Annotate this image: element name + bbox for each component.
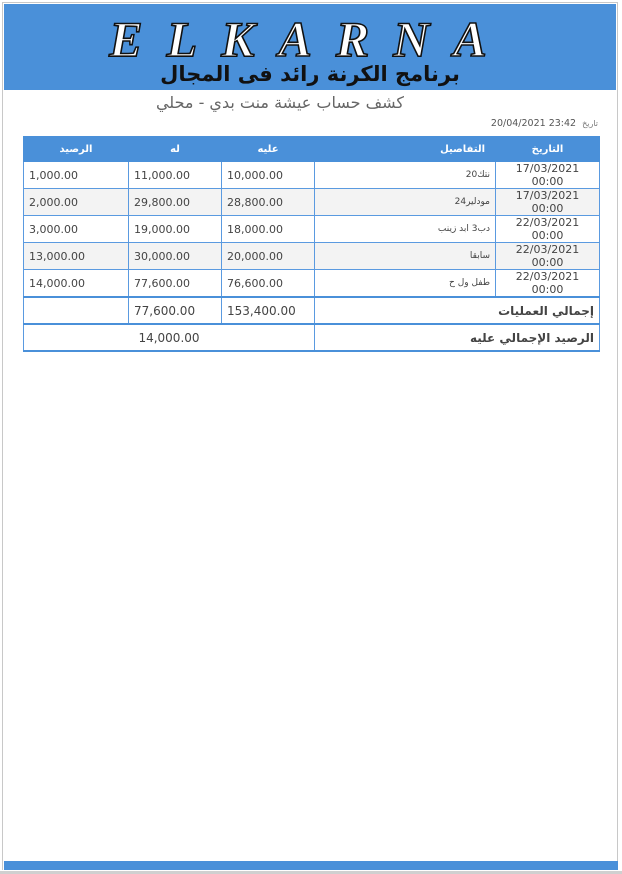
cell-debit: 18,000.00 bbox=[222, 216, 315, 243]
cell-date: 22/03/2021 00:00 bbox=[496, 270, 600, 298]
cell-credit: 19,000.00 bbox=[129, 216, 222, 243]
brand-logo bbox=[4, 6, 616, 64]
brand-slogan: برنامج الكرنة رائد فى المجال bbox=[160, 62, 460, 86]
column-header-date: التاريخ bbox=[496, 137, 600, 162]
page-frame bbox=[2, 2, 618, 870]
cell-date: 22/03/2021 00:00 bbox=[496, 216, 600, 243]
cell-details: مودلير24 bbox=[315, 189, 496, 216]
cell-balance: 13,000.00 bbox=[24, 243, 129, 270]
column-header-balance: الرصيد bbox=[24, 137, 129, 162]
cell-balance: 14,000.00 bbox=[24, 270, 129, 298]
cell-debit: 10,000.00 bbox=[222, 162, 315, 189]
totals-credit: 77,600.00 bbox=[129, 297, 222, 324]
cell-credit: 29,800.00 bbox=[129, 189, 222, 216]
report-date-label: تاريخ bbox=[582, 119, 598, 128]
cell-details: دب3 ابد زينب bbox=[315, 216, 496, 243]
table-row bbox=[24, 270, 600, 298]
cell-date: 22/03/2021 00:00 bbox=[496, 243, 600, 270]
table-header-row bbox=[24, 137, 600, 162]
brand-wordmark: ELKARNA bbox=[109, 11, 511, 64]
grand-total-row bbox=[24, 324, 600, 351]
footer-bar bbox=[4, 861, 618, 870]
column-header-credit: له bbox=[129, 137, 222, 162]
totals-debit: 153,400.00 bbox=[222, 297, 315, 324]
table-row bbox=[24, 162, 600, 189]
totals-balance-empty bbox=[24, 297, 129, 324]
cell-credit: 11,000.00 bbox=[129, 162, 222, 189]
cell-details: طفل ول ح bbox=[315, 270, 496, 298]
report-date-value: 20/04/2021 23:42 bbox=[490, 118, 577, 129]
grand-total-label: الرصيد الإجمالي عليه bbox=[315, 324, 600, 351]
cell-debit: 20,000.00 bbox=[222, 243, 315, 270]
cell-debit: 28,800.00 bbox=[222, 189, 315, 216]
report-title: كشف حساب عيشة منت بدي - محلي bbox=[155, 93, 405, 112]
cell-credit: 77,600.00 bbox=[129, 270, 222, 298]
column-header-details: التفاصيل bbox=[315, 137, 496, 162]
cell-date: 17/03/2021 00:00 bbox=[496, 189, 600, 216]
cell-balance: 3,000.00 bbox=[24, 216, 129, 243]
totals-row bbox=[24, 297, 600, 324]
table-row bbox=[24, 189, 600, 216]
cell-date: 17/03/2021 00:00 bbox=[496, 162, 600, 189]
table-row bbox=[24, 243, 600, 270]
report-date-line bbox=[491, 118, 598, 129]
cell-details: نتك20 bbox=[315, 162, 496, 189]
totals-label: إجمالي العمليات bbox=[315, 297, 600, 324]
grand-total-value: 14,000.00 bbox=[24, 324, 315, 351]
cell-balance: 1,000.00 bbox=[24, 162, 129, 189]
cell-debit: 76,600.00 bbox=[222, 270, 315, 298]
header-banner bbox=[4, 4, 616, 90]
ledger-table bbox=[23, 136, 600, 352]
cell-details: سابقا bbox=[315, 243, 496, 270]
column-header-debit: عليه bbox=[222, 137, 315, 162]
cell-balance: 2,000.00 bbox=[24, 189, 129, 216]
cell-credit: 30,000.00 bbox=[129, 243, 222, 270]
table-row bbox=[24, 216, 600, 243]
